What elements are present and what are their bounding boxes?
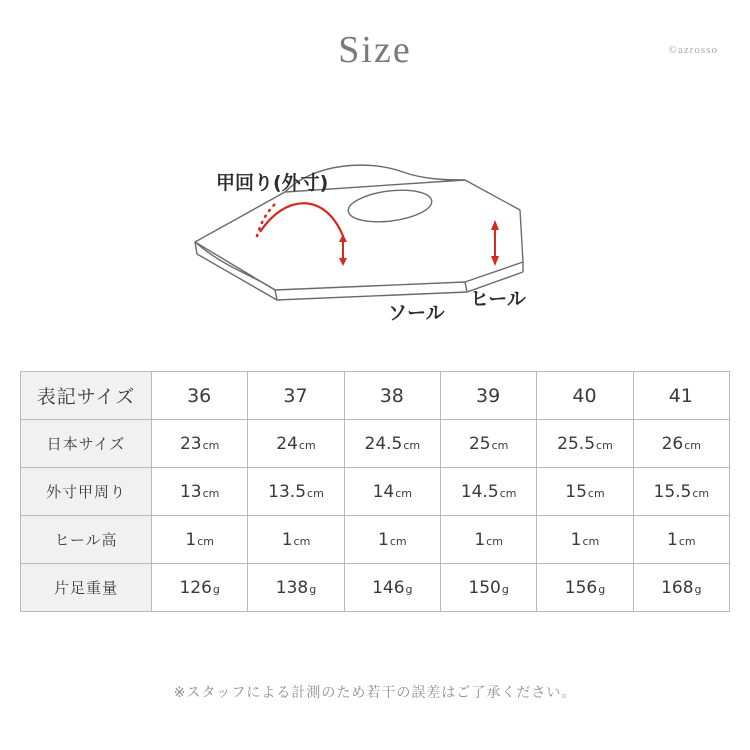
cell-value: 156 <box>564 577 598 598</box>
brand-watermark: ©azrosso <box>668 44 718 56</box>
cell-value: 24 <box>276 433 298 454</box>
cell-unit: cm <box>596 438 613 452</box>
table-cell <box>537 516 633 564</box>
cell-value: 138 <box>275 577 309 598</box>
table-row <box>21 420 730 468</box>
cell-value: 26 <box>661 433 684 454</box>
cell-value: 14.5 <box>460 481 499 502</box>
cell-unit: cm <box>486 534 503 548</box>
cell-value: 150 <box>468 577 501 598</box>
cell-unit: g <box>309 582 317 596</box>
table-cell <box>344 564 440 612</box>
cell-value: 37 <box>283 384 308 407</box>
cell-value: 1 <box>570 529 582 550</box>
cell-unit: g <box>694 582 702 596</box>
cell-value: 23 <box>179 433 202 454</box>
table-cell <box>633 516 729 564</box>
cell-unit: cm <box>678 534 696 548</box>
cell-unit: cm <box>202 486 220 500</box>
cell-value: 25.5 <box>557 433 596 454</box>
cell-unit: cm <box>197 534 214 548</box>
cell-value: 24.5 <box>364 433 403 454</box>
page-title: Size <box>338 29 412 71</box>
table-cell <box>152 372 248 420</box>
table-row <box>21 516 730 564</box>
cell-value: 41 <box>668 384 693 407</box>
cell-value: 13 <box>179 481 202 502</box>
table-cell <box>440 564 536 612</box>
table-cell <box>537 468 633 516</box>
table-cell <box>344 516 440 564</box>
row-header: 日本サイズ <box>21 420 152 468</box>
label-heel: ヒール <box>470 288 526 310</box>
table-row <box>21 564 730 612</box>
cell-value: 38 <box>379 384 404 407</box>
cell-value: 1 <box>474 529 486 550</box>
table-cell <box>344 420 440 468</box>
row-header: 片足重量 <box>21 564 152 612</box>
cell-unit: cm <box>491 438 509 452</box>
cell-unit: g <box>598 582 606 596</box>
cell-value: 36 <box>187 384 212 407</box>
table-cell <box>633 372 729 420</box>
table-cell <box>152 516 248 564</box>
table-cell <box>537 564 633 612</box>
table-cell <box>440 516 536 564</box>
cell-value: 1 <box>185 529 197 550</box>
cell-unit: g <box>212 582 220 596</box>
cell-unit: cm <box>298 438 316 452</box>
cell-unit: g <box>405 582 413 596</box>
cell-value: 1 <box>667 529 678 550</box>
table-cell <box>152 468 248 516</box>
label-instep: 甲回り(外寸) <box>216 172 329 194</box>
table-cell <box>440 468 536 516</box>
row-header: 表記サイズ <box>21 372 152 420</box>
table-cell <box>633 420 729 468</box>
cell-unit: cm <box>202 438 220 452</box>
measurement-disclaimer: ※スタッフによる計測のため若干の誤差はご了承ください。 <box>173 685 577 701</box>
cell-unit: cm <box>692 486 710 500</box>
table-cell <box>152 420 248 468</box>
cell-unit: cm <box>395 486 413 500</box>
table-row <box>21 468 730 516</box>
table-cell <box>248 564 344 612</box>
cell-value: 39 <box>476 384 501 407</box>
cell-value: 126 <box>179 577 212 598</box>
table-cell <box>440 420 536 468</box>
table-cell <box>152 564 248 612</box>
cell-value: 14 <box>372 481 395 502</box>
table-cell <box>537 372 633 420</box>
cell-value: 40 <box>572 384 597 407</box>
cell-unit: cm <box>587 486 605 500</box>
shoe-measurement-diagram <box>0 150 750 350</box>
table-cell <box>633 468 729 516</box>
cell-unit: g <box>501 582 509 596</box>
cell-unit: cm <box>684 438 702 452</box>
cell-unit: cm <box>307 486 324 500</box>
cell-value: 13.5 <box>268 481 307 502</box>
cell-unit: cm <box>293 534 311 548</box>
size-table <box>20 371 730 612</box>
cell-value: 146 <box>372 577 405 598</box>
table-cell <box>248 420 344 468</box>
cell-value: 25 <box>468 433 491 454</box>
cell-unit: cm <box>582 534 600 548</box>
cell-unit: cm <box>499 486 517 500</box>
label-sole: ソール <box>388 302 445 324</box>
table-cell <box>440 372 536 420</box>
cell-value: 1 <box>281 529 293 550</box>
table-cell <box>248 468 344 516</box>
table-cell <box>633 564 729 612</box>
cell-value: 15.5 <box>653 481 692 502</box>
row-header: ヒール高 <box>21 516 152 564</box>
table-cell <box>344 468 440 516</box>
cell-value: 1 <box>378 529 389 550</box>
size-table-wrapper <box>20 371 730 612</box>
table-cell <box>248 372 344 420</box>
cell-value: 168 <box>661 577 694 598</box>
cell-value: 15 <box>565 481 587 502</box>
table-cell <box>344 372 440 420</box>
cell-unit: cm <box>389 534 407 548</box>
cell-unit: cm <box>403 438 421 452</box>
table-cell <box>537 420 633 468</box>
table-cell <box>248 516 344 564</box>
row-header: 外寸甲周り <box>21 468 152 516</box>
table-row <box>21 372 730 420</box>
sole-back-edge <box>465 282 467 292</box>
